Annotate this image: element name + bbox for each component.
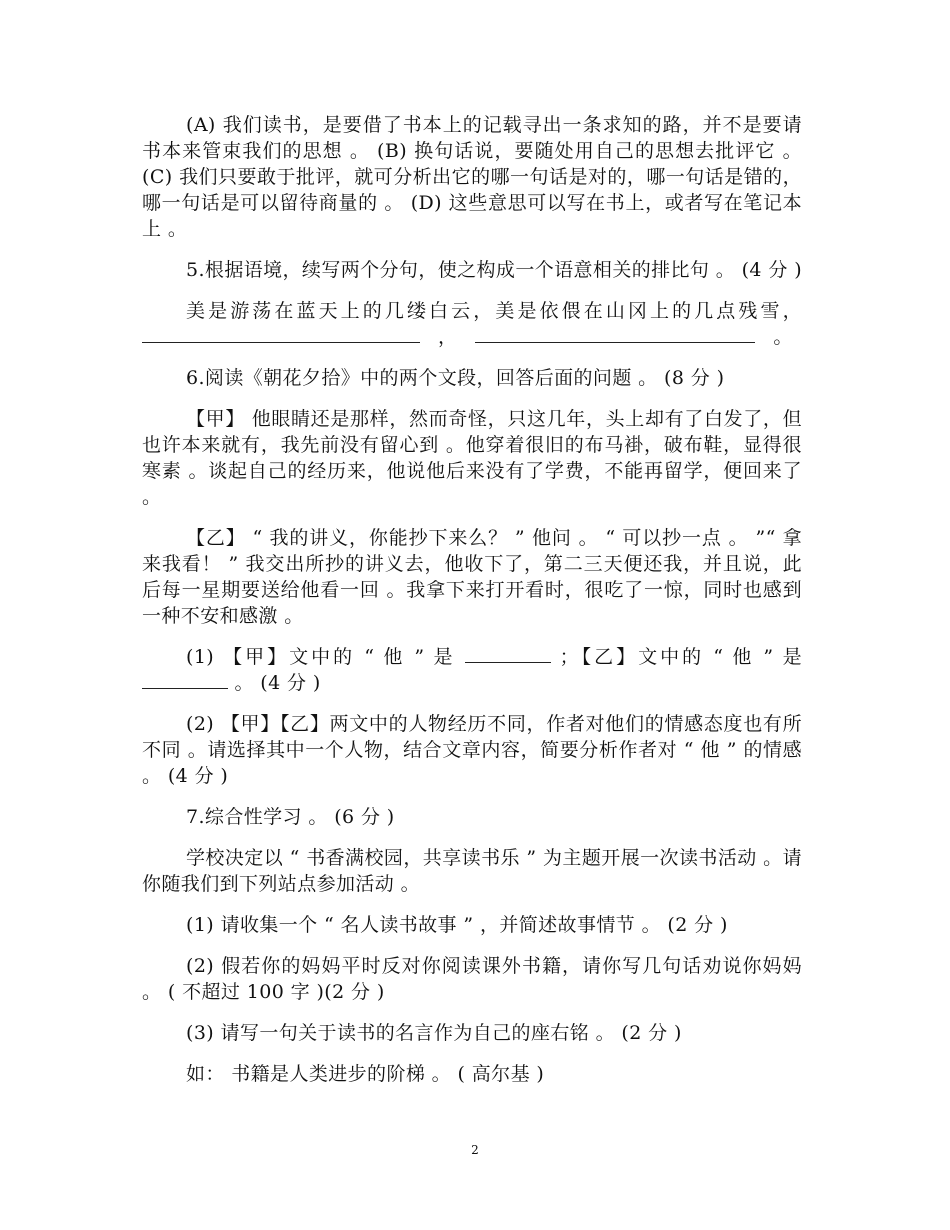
question-7-part-3: (3) 请写一句关于读书的名言作为自己的座右铭 。 (2 分 ) <box>186 1022 682 1044</box>
question-7-intro: 学校决定以 “ 书香满校园，共享读书乐 ” 为主题开展一次读书活动 。请你随我们到下列站点参加活动 。 <box>142 847 802 895</box>
question-6-part-2: (2) 【甲】【乙】两文中的人物经历不同，作者对他们的情感态度也有所不同 。请选择其中一个人物，结合文章内容，简要分析作者对 “ 他 ” 的情感 。 (4 分 ) <box>142 713 802 787</box>
question-6-part-1-text-a: (1) 【甲】文中的 “ 他 ” 是 <box>186 646 456 668</box>
question-5-prompt: 5.根据语境，续写两个分句，使之构成一个语意相关的排比句 。 (4 分 ) <box>186 259 803 281</box>
question-5-example <box>142 298 802 350</box>
passage-yi: 【乙】 “ 我的讲义，你能抄下来么？ ” 他问 。 “ 可以抄一点 。 ”“ 拿来我看！ ” 我交出所抄的讲义去，他收下了，第二三天便还我，并且说，此后每一星期要送给他看一回 。我拿下来打开看时，很吃了一惊，同时也感到一种不安和感激 。 <box>142 527 802 627</box>
paragraph-reading-passage: (A) 我们读书，是要借了书本上的记载寻出一条求知的路，并不是要请书本来管束我们的思想 。 (B) 换句话说，要随处用自己的思想去批评它 。 (C) 我们只要敢于批评，就可分析出它的哪一句话是对的，哪一句话是错的，哪一句话是可以留待商量的 。 (D) 这些意思可以写在书上，或者写在笔记本上 。 <box>142 114 802 240</box>
answer-blank-4 <box>142 670 228 689</box>
page-content <box>142 112 802 1102</box>
page-number: 2 <box>471 1143 479 1157</box>
question-6-part-1-text-c: 。 (4 分 ) <box>234 672 321 694</box>
blank-separator: ， <box>438 326 458 348</box>
answer-blank-3 <box>465 644 551 663</box>
question-6-part-1 <box>142 644 802 696</box>
answer-blank-2 <box>475 324 755 343</box>
question-7-part-1: (1) 请收集一个 “ 名人读书故事 ” ，并简述故事情节 。 (2 分 ) <box>186 914 728 936</box>
question-6-part-1-text-b: ；【乙】文中的 “ 他 ” 是 <box>559 646 802 668</box>
question-7-part-2: (2) 假若你的妈妈平时反对你阅读课外书籍，请你写几句话劝说你妈妈 。 ( 不超过 100 字 )(2 分 ) <box>142 955 802 1003</box>
passage-jia: 【甲】 他眼睛还是那样，然而奇怪，只这几年，头上却有了白发了，但也许本来就有，我先前没有留心到 。他穿着很旧的布马褂，破布鞋，显得很寒素 。谈起自己的经历来，他说他后来没有了学费，不能再留学，便回来了 。 <box>142 408 802 508</box>
question-6-prompt: 6.阅读《朝花夕拾》中的两个文段，回答后面的问题 。 (8 分 ) <box>186 367 725 389</box>
question-5-example-text: 美是游荡在蓝天上的几缕白云，美是依偎在山冈上的几点残雪， <box>186 300 802 322</box>
question-7-example: 如： 书籍是人类进步的阶梯 。 ( 高尔基 ) <box>186 1063 545 1085</box>
question-7-prompt: 7.综合性学习 。 (6 分 ) <box>186 806 395 828</box>
answer-blank-1 <box>142 324 420 343</box>
example-ending: 。 <box>773 326 793 348</box>
